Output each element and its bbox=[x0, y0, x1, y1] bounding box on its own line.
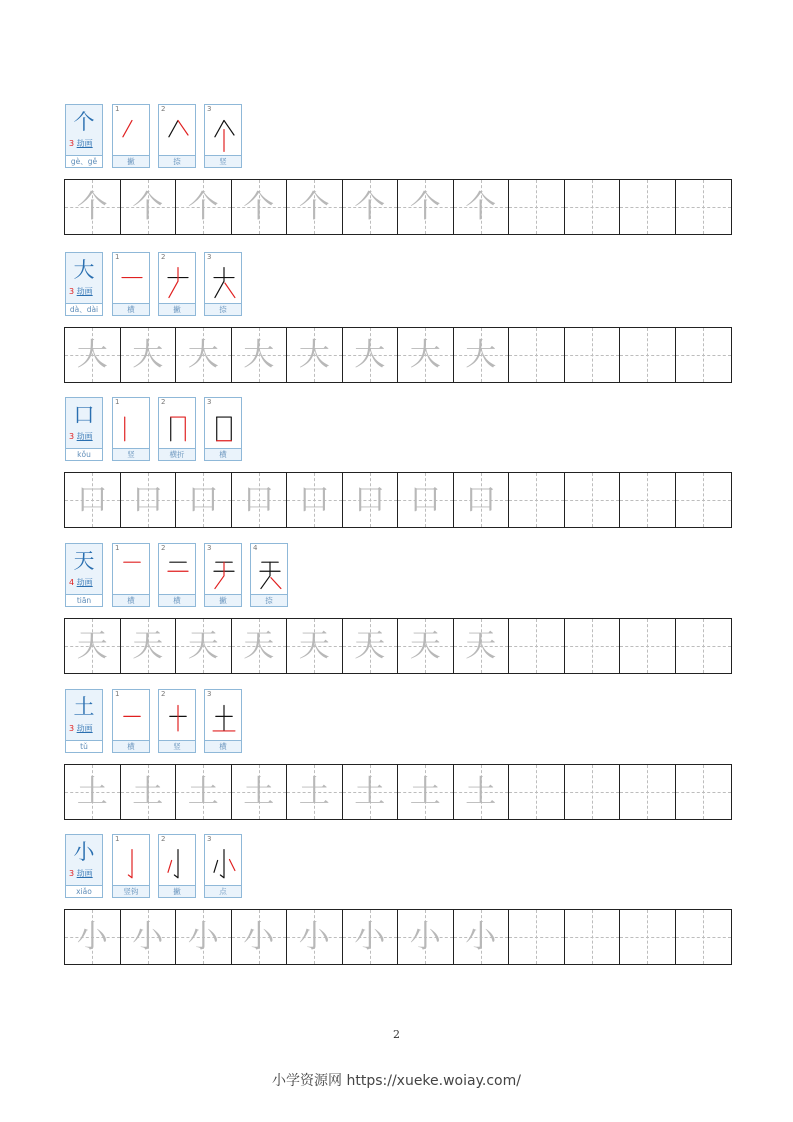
pinyin: dà、dài bbox=[66, 303, 102, 315]
stroke-step-card bbox=[112, 543, 150, 607]
stroke-step-card bbox=[158, 834, 196, 898]
tracing-character: 小 bbox=[354, 919, 386, 955]
stroke-step-card bbox=[204, 834, 242, 898]
stroke-step-index: 1 bbox=[115, 835, 120, 843]
tracing-cell bbox=[121, 328, 177, 382]
stroke-name: 横 bbox=[113, 740, 149, 752]
stroke-name: 竖 bbox=[113, 448, 149, 460]
tracing-character: 天 bbox=[187, 628, 219, 664]
tracing-character: 土 bbox=[243, 774, 275, 810]
character-block bbox=[64, 834, 732, 955]
blank-practice-cell bbox=[676, 910, 732, 964]
stroke-step-card bbox=[204, 252, 242, 316]
tracing-cell bbox=[454, 765, 510, 819]
stroke-name: 横 bbox=[159, 594, 195, 606]
character-info-card bbox=[65, 689, 103, 753]
character-block bbox=[64, 689, 732, 810]
stroke-count-label: 劫画 bbox=[76, 869, 93, 878]
guide-line-horizontal bbox=[565, 646, 620, 647]
practice-grid bbox=[64, 472, 732, 528]
stroke-step-glyph bbox=[209, 408, 239, 448]
stroke-name: 横 bbox=[113, 303, 149, 315]
stroke-order-row bbox=[64, 543, 732, 607]
stroke-path bbox=[215, 268, 224, 298]
stroke-order-row bbox=[64, 689, 732, 753]
stroke-step-index: 2 bbox=[161, 835, 166, 843]
tracing-character: 大 bbox=[132, 337, 164, 373]
stroke-path bbox=[229, 860, 234, 871]
stroke-order-row bbox=[64, 252, 732, 316]
guide-line-horizontal bbox=[620, 355, 675, 356]
tracing-character: 土 bbox=[465, 774, 497, 810]
stroke-name: 横 bbox=[113, 594, 149, 606]
stroke-step-glyph bbox=[117, 408, 147, 448]
tracing-cell bbox=[343, 765, 399, 819]
blank-practice-cell bbox=[620, 619, 676, 673]
tracing-cell bbox=[121, 473, 177, 527]
guide-line-horizontal bbox=[620, 207, 675, 208]
tracing-character: 个 bbox=[298, 189, 330, 225]
tracing-cell bbox=[65, 473, 121, 527]
stroke-step-index: 2 bbox=[161, 253, 166, 261]
tracing-character: 大 bbox=[409, 337, 441, 373]
stroke-path bbox=[271, 578, 281, 589]
page-number: 2 bbox=[393, 1028, 400, 1041]
stroke-path bbox=[123, 120, 132, 136]
tracing-cell bbox=[232, 765, 288, 819]
stroke-path bbox=[220, 850, 224, 878]
stroke-step-glyph bbox=[209, 700, 239, 740]
character-glyph: 土 bbox=[73, 695, 95, 719]
tracing-cell bbox=[121, 765, 177, 819]
practice-grid bbox=[64, 764, 732, 820]
stroke-step-glyph bbox=[117, 115, 147, 155]
stroke-step-glyph bbox=[163, 115, 193, 155]
guide-line-horizontal bbox=[620, 792, 675, 793]
stroke-name: 横折 bbox=[159, 448, 195, 460]
stroke-name: 撇 bbox=[159, 885, 195, 897]
stroke-step-index: 2 bbox=[161, 544, 166, 552]
stroke-step-card bbox=[158, 689, 196, 753]
stroke-path bbox=[168, 860, 172, 872]
stroke-step-card bbox=[204, 104, 242, 168]
stroke-count-number: 3 bbox=[69, 139, 77, 148]
stroke-order-row bbox=[64, 397, 732, 461]
tracing-character: 口 bbox=[132, 482, 164, 518]
practice-grid bbox=[64, 618, 732, 674]
tracing-character: 土 bbox=[187, 774, 219, 810]
tracing-cell bbox=[232, 619, 288, 673]
stroke-step-glyph bbox=[117, 554, 147, 594]
character-block bbox=[64, 397, 732, 518]
tracing-cell bbox=[343, 619, 399, 673]
stroke-path bbox=[225, 283, 235, 298]
tracing-character: 小 bbox=[409, 919, 441, 955]
stroke-step-card bbox=[112, 834, 150, 898]
stroke-step-card bbox=[158, 397, 196, 461]
stroke-step-glyph bbox=[209, 554, 239, 594]
stroke-step-glyph bbox=[255, 554, 285, 594]
guide-line-horizontal bbox=[565, 355, 620, 356]
tracing-cell bbox=[176, 328, 232, 382]
tracing-cell bbox=[232, 910, 288, 964]
blank-practice-cell bbox=[509, 473, 565, 527]
tracing-cell bbox=[454, 619, 510, 673]
tracing-cell bbox=[398, 619, 454, 673]
stroke-step-glyph bbox=[209, 263, 239, 303]
tracing-cell bbox=[398, 910, 454, 964]
stroke-step-card bbox=[112, 689, 150, 753]
blank-practice-cell bbox=[565, 619, 621, 673]
tracing-cell bbox=[232, 180, 288, 234]
tracing-character: 个 bbox=[76, 189, 108, 225]
tracing-cell bbox=[343, 180, 399, 234]
blank-practice-cell bbox=[620, 473, 676, 527]
character-glyph: 小 bbox=[73, 840, 95, 864]
guide-line-horizontal bbox=[565, 207, 620, 208]
tracing-character: 天 bbox=[465, 628, 497, 664]
blank-practice-cell bbox=[676, 765, 732, 819]
tracing-character: 小 bbox=[187, 919, 219, 955]
blank-practice-cell bbox=[565, 473, 621, 527]
tracing-character: 个 bbox=[409, 189, 441, 225]
tracing-cell bbox=[343, 473, 399, 527]
character-block bbox=[64, 104, 732, 225]
tracing-cell bbox=[65, 328, 121, 382]
pinyin: tǔ bbox=[66, 740, 102, 752]
tracing-character: 大 bbox=[298, 337, 330, 373]
tracing-character: 口 bbox=[243, 482, 275, 518]
tracing-character: 小 bbox=[298, 919, 330, 955]
tracing-character: 个 bbox=[243, 189, 275, 225]
stroke-path bbox=[214, 860, 218, 872]
stroke-name: 竖 bbox=[159, 740, 195, 752]
stroke-count-number: 3 bbox=[69, 724, 77, 733]
tracing-character: 土 bbox=[298, 774, 330, 810]
stroke-step-card bbox=[158, 104, 196, 168]
blank-practice-cell bbox=[676, 473, 732, 527]
guide-line-horizontal bbox=[620, 646, 675, 647]
stroke-step-glyph bbox=[163, 845, 193, 885]
blank-practice-cell bbox=[565, 180, 621, 234]
stroke-path bbox=[169, 120, 178, 136]
tracing-character: 口 bbox=[187, 482, 219, 518]
tracing-cell bbox=[287, 619, 343, 673]
guide-line-horizontal bbox=[620, 500, 675, 501]
pinyin: kǒu bbox=[66, 448, 102, 460]
stroke-path bbox=[171, 417, 186, 441]
character-info-card bbox=[65, 104, 103, 168]
guide-line-horizontal bbox=[509, 355, 564, 356]
tracing-character: 天 bbox=[76, 628, 108, 664]
stroke-path bbox=[215, 562, 224, 588]
character-info-card bbox=[65, 397, 103, 461]
blank-practice-cell bbox=[509, 765, 565, 819]
character-glyph: 口 bbox=[73, 403, 95, 427]
tracing-character: 小 bbox=[76, 919, 108, 955]
stroke-step-index: 1 bbox=[115, 253, 120, 261]
blank-practice-cell bbox=[509, 328, 565, 382]
character-glyph: 天 bbox=[73, 549, 95, 573]
stroke-count bbox=[69, 287, 93, 297]
stroke-name: 横 bbox=[205, 740, 241, 752]
tracing-character: 大 bbox=[243, 337, 275, 373]
stroke-step-glyph bbox=[163, 554, 193, 594]
stroke-step-card bbox=[158, 543, 196, 607]
tracing-cell bbox=[287, 473, 343, 527]
stroke-step-index: 1 bbox=[115, 544, 120, 552]
tracing-cell bbox=[398, 328, 454, 382]
tracing-character: 小 bbox=[243, 919, 275, 955]
tracing-cell bbox=[121, 910, 177, 964]
guide-line-horizontal bbox=[676, 937, 732, 938]
guide-line-horizontal bbox=[565, 500, 620, 501]
tracing-cell bbox=[454, 910, 510, 964]
blank-practice-cell bbox=[676, 180, 732, 234]
blank-practice-cell bbox=[620, 180, 676, 234]
blank-practice-cell bbox=[565, 328, 621, 382]
tracing-cell bbox=[176, 619, 232, 673]
tracing-cell bbox=[176, 765, 232, 819]
tracing-character: 天 bbox=[409, 628, 441, 664]
stroke-count-label: 劫画 bbox=[76, 432, 93, 441]
stroke-name: 横 bbox=[205, 448, 241, 460]
stroke-order-row bbox=[64, 104, 732, 168]
tracing-cell bbox=[287, 328, 343, 382]
stroke-step-card bbox=[158, 252, 196, 316]
tracing-character: 口 bbox=[76, 482, 108, 518]
stroke-step-glyph bbox=[163, 408, 193, 448]
tracing-character: 大 bbox=[354, 337, 386, 373]
tracing-character: 大 bbox=[187, 337, 219, 373]
stroke-step-index: 2 bbox=[161, 105, 166, 113]
tracing-cell bbox=[65, 765, 121, 819]
stroke-count-label: 劫画 bbox=[76, 578, 93, 587]
stroke-step-card bbox=[250, 543, 288, 607]
guide-line-horizontal bbox=[676, 792, 732, 793]
character-glyph: 大 bbox=[73, 258, 95, 282]
blank-practice-cell bbox=[620, 910, 676, 964]
stroke-name: 竖钩 bbox=[113, 885, 149, 897]
stroke-path bbox=[178, 120, 188, 135]
stroke-step-card bbox=[204, 689, 242, 753]
stroke-count-number: 4 bbox=[69, 578, 77, 587]
pinyin: xiǎo bbox=[66, 885, 102, 897]
tracing-character: 土 bbox=[409, 774, 441, 810]
tracing-cell bbox=[454, 328, 510, 382]
stroke-path bbox=[128, 850, 132, 878]
tracing-character: 天 bbox=[243, 628, 275, 664]
stroke-step-index: 3 bbox=[207, 105, 212, 113]
tracing-character: 口 bbox=[354, 482, 386, 518]
stroke-step-index: 1 bbox=[115, 105, 120, 113]
stroke-step-card bbox=[204, 397, 242, 461]
tracing-cell bbox=[232, 328, 288, 382]
stroke-step-glyph bbox=[209, 115, 239, 155]
tracing-cell bbox=[398, 765, 454, 819]
stroke-step-glyph bbox=[117, 700, 147, 740]
tracing-cell bbox=[398, 473, 454, 527]
stroke-step-index: 3 bbox=[207, 835, 212, 843]
stroke-name: 撇 bbox=[159, 303, 195, 315]
tracing-character: 口 bbox=[465, 482, 497, 518]
stroke-step-card bbox=[112, 252, 150, 316]
tracing-cell bbox=[343, 328, 399, 382]
tracing-character: 土 bbox=[132, 774, 164, 810]
stroke-step-index: 3 bbox=[207, 544, 212, 552]
stroke-path bbox=[261, 562, 270, 588]
blank-practice-cell bbox=[509, 180, 565, 234]
stroke-count-number: 3 bbox=[69, 869, 77, 878]
stroke-step-index: 3 bbox=[207, 253, 212, 261]
footer-text: 小学资源网 https://xueke.woiay.com/ bbox=[272, 1073, 521, 1089]
stroke-name: 竖 bbox=[205, 155, 241, 167]
guide-line-horizontal bbox=[620, 937, 675, 938]
tracing-cell bbox=[65, 910, 121, 964]
stroke-step-index: 4 bbox=[253, 544, 258, 552]
tracing-cell bbox=[121, 619, 177, 673]
stroke-count bbox=[69, 869, 93, 879]
guide-line-horizontal bbox=[676, 646, 732, 647]
tracing-character: 小 bbox=[132, 919, 164, 955]
guide-line-horizontal bbox=[509, 937, 564, 938]
blank-practice-cell bbox=[565, 765, 621, 819]
tracing-cell bbox=[454, 473, 510, 527]
practice-grid bbox=[64, 327, 732, 383]
stroke-name: 捺 bbox=[251, 594, 287, 606]
stroke-path bbox=[174, 850, 178, 878]
character-info-card bbox=[65, 834, 103, 898]
tracing-cell bbox=[454, 180, 510, 234]
tracing-character: 天 bbox=[132, 628, 164, 664]
blank-practice-cell bbox=[509, 619, 565, 673]
stroke-step-glyph bbox=[117, 263, 147, 303]
tracing-cell bbox=[398, 180, 454, 234]
tracing-cell bbox=[232, 473, 288, 527]
character-block bbox=[64, 543, 732, 664]
blank-practice-cell bbox=[676, 619, 732, 673]
stroke-name: 撇 bbox=[113, 155, 149, 167]
stroke-step-card bbox=[112, 397, 150, 461]
tracing-character: 个 bbox=[354, 189, 386, 225]
tracing-character: 天 bbox=[354, 628, 386, 664]
stroke-path bbox=[224, 120, 234, 135]
stroke-count bbox=[69, 139, 93, 149]
pinyin: gè、gě bbox=[66, 155, 102, 167]
guide-line-horizontal bbox=[676, 355, 732, 356]
tracing-cell bbox=[176, 180, 232, 234]
tracing-character: 小 bbox=[465, 919, 497, 955]
stroke-count-label: 劫画 bbox=[76, 287, 93, 296]
tracing-character: 个 bbox=[187, 189, 219, 225]
character-info-card bbox=[65, 543, 103, 607]
blank-practice-cell bbox=[509, 910, 565, 964]
guide-line-horizontal bbox=[565, 937, 620, 938]
tracing-character: 口 bbox=[298, 482, 330, 518]
tracing-cell bbox=[65, 619, 121, 673]
tracing-cell bbox=[65, 180, 121, 234]
pinyin: tiān bbox=[66, 594, 102, 606]
stroke-step-index: 1 bbox=[115, 690, 120, 698]
stroke-path bbox=[217, 417, 232, 441]
practice-grid bbox=[64, 179, 732, 235]
stroke-name: 点 bbox=[205, 885, 241, 897]
guide-line-horizontal bbox=[676, 207, 732, 208]
stroke-step-glyph bbox=[209, 845, 239, 885]
stroke-step-glyph bbox=[117, 845, 147, 885]
tracing-cell bbox=[287, 765, 343, 819]
tracing-character: 天 bbox=[298, 628, 330, 664]
stroke-step-index: 3 bbox=[207, 398, 212, 406]
guide-line-horizontal bbox=[676, 500, 732, 501]
blank-practice-cell bbox=[676, 328, 732, 382]
stroke-count bbox=[69, 724, 93, 734]
guide-line-horizontal bbox=[509, 792, 564, 793]
tracing-character: 大 bbox=[465, 337, 497, 373]
stroke-name: 撇 bbox=[205, 594, 241, 606]
character-block bbox=[64, 252, 732, 373]
stroke-count-number: 3 bbox=[69, 287, 77, 296]
tracing-character: 土 bbox=[354, 774, 386, 810]
stroke-step-index: 2 bbox=[161, 690, 166, 698]
tracing-character: 大 bbox=[76, 337, 108, 373]
stroke-name: 捺 bbox=[159, 155, 195, 167]
tracing-cell bbox=[343, 910, 399, 964]
blank-practice-cell bbox=[565, 910, 621, 964]
stroke-step-glyph bbox=[163, 263, 193, 303]
character-glyph: 个 bbox=[73, 110, 95, 134]
tracing-cell bbox=[121, 180, 177, 234]
tracing-cell bbox=[176, 473, 232, 527]
stroke-count bbox=[69, 432, 93, 442]
guide-line-horizontal bbox=[565, 792, 620, 793]
blank-practice-cell bbox=[620, 765, 676, 819]
blank-practice-cell bbox=[620, 328, 676, 382]
stroke-order-row bbox=[64, 834, 732, 898]
tracing-character: 个 bbox=[132, 189, 164, 225]
guide-line-horizontal bbox=[509, 646, 564, 647]
stroke-name: 捺 bbox=[205, 303, 241, 315]
stroke-step-glyph bbox=[163, 700, 193, 740]
stroke-path bbox=[215, 120, 224, 136]
stroke-step-index: 1 bbox=[115, 398, 120, 406]
guide-line-horizontal bbox=[509, 500, 564, 501]
tracing-character: 口 bbox=[409, 482, 441, 518]
stroke-count bbox=[69, 578, 93, 588]
stroke-count-label: 劫画 bbox=[76, 139, 93, 148]
stroke-path bbox=[169, 268, 178, 298]
stroke-step-index: 3 bbox=[207, 690, 212, 698]
stroke-count-label: 劫画 bbox=[76, 724, 93, 733]
tracing-cell bbox=[287, 180, 343, 234]
tracing-character: 个 bbox=[465, 189, 497, 225]
tracing-cell bbox=[176, 910, 232, 964]
stroke-count-number: 3 bbox=[69, 432, 77, 441]
stroke-step-index: 2 bbox=[161, 398, 166, 406]
tracing-character: 土 bbox=[76, 774, 108, 810]
tracing-cell bbox=[287, 910, 343, 964]
character-info-card bbox=[65, 252, 103, 316]
guide-line-horizontal bbox=[509, 207, 564, 208]
stroke-step-card bbox=[112, 104, 150, 168]
stroke-step-card bbox=[204, 543, 242, 607]
practice-grid bbox=[64, 909, 732, 965]
